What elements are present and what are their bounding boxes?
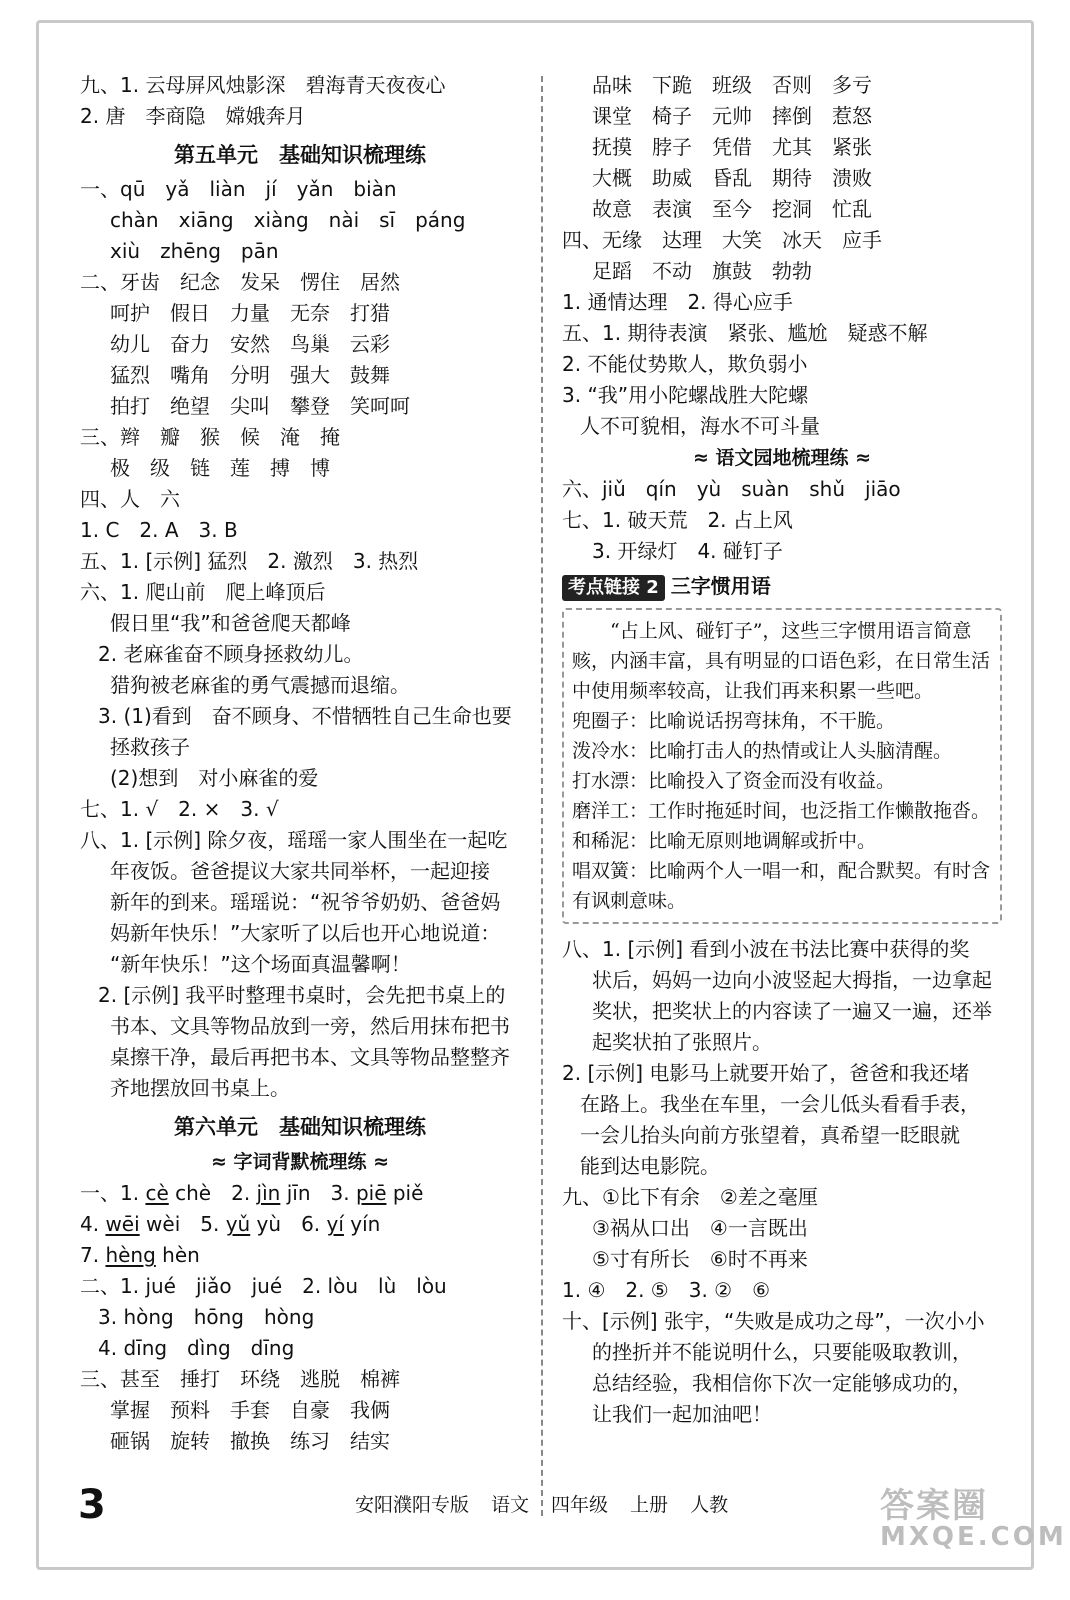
pinyin-line	[80, 1178, 520, 1209]
watermark-url: MXQE.COM	[880, 1522, 1067, 1552]
idiom-entry: 兜圈子：比喻说话拐弯抹角，不干脆。	[572, 710, 896, 732]
right-tail-line: 让我们一起加油吧！	[592, 1402, 772, 1426]
right-column	[562, 70, 1002, 1430]
footer-item: 上册	[630, 1494, 669, 1516]
pinyin-line	[80, 1209, 520, 1240]
right-tail-line: 一会儿抬头向前方张望着，真希望一眨眼就	[580, 1123, 960, 1147]
right-main	[562, 70, 1002, 567]
right-line: 抚摸 脖子 凭借 尤其 紧张	[592, 135, 872, 159]
footer-item: 语文	[491, 1494, 530, 1516]
idiom-entry: “占上风、碰钉子”，这些三字惯用语言简意赅，内涵丰富，具有明显的口语色彩，在日常生活中使用频率较高，让我们再来积累一些吧。	[572, 620, 991, 702]
right-tail-line: 九、①比下有余 ②差之毫厘	[562, 1185, 818, 1209]
idiom-entry: 泼冷水：比喻打击人的热情或让人头脑清醒。	[572, 740, 953, 762]
right-line: 大概 助威 昏乱 期待 溃败	[592, 166, 872, 190]
pinyin-text: 一、1.	[80, 1181, 146, 1205]
left-line: 猎狗被老麻雀的勇气震撼而退缩。	[110, 673, 410, 697]
right-tail-line: 起奖状拍了张照片。	[592, 1030, 772, 1054]
left-column	[80, 70, 520, 1457]
left-tail-line: 4. dīng dìng dīng	[98, 1336, 295, 1360]
right-tail-line: 能到达电影院。	[580, 1154, 720, 1178]
right-tail-line: 总结经验，我相信你下次一定能够成功的，	[592, 1371, 972, 1395]
left-line: 妈新年快乐！”大家听了以后也开心地说道：	[110, 921, 501, 945]
left-line: 齐地摆放回书桌上。	[110, 1076, 290, 1100]
idiom-entry: 唱双簧：比喻两个人一唱一和，配合默契。有时含有讽刺意味。	[572, 860, 991, 912]
left-line: 2. [示例] 我平时整理书桌时，会先把书桌上的	[98, 983, 506, 1007]
right-tail-line: 十、[示例] 张宇，“失败是成功之母”，一次小小	[562, 1309, 985, 1333]
right-tail-line: ③祸从口出 ④一言既出	[592, 1216, 808, 1240]
right-tail-line: 八、1. [示例] 看到小波在书法比赛中获得的奖	[562, 937, 970, 961]
pinyin-text: yín	[343, 1212, 381, 1236]
left-line: 第五单元 基础知识梳理练	[174, 143, 426, 167]
left-line: 呵护 假日 力量 无奈 打猎	[110, 301, 390, 325]
pinyin-text: piě	[386, 1181, 424, 1205]
idiom-entry: 磨洋工：工作时拖延时间，也泛指工作懒散拖沓。	[572, 800, 991, 822]
right-line: 七、1. 破天荒 2. 占上风	[562, 508, 793, 532]
left-line: 拍打 绝望 尖叫 攀登 笑呵呵	[110, 394, 410, 418]
pinyin-line	[80, 1240, 520, 1271]
right-line: 六、jiǔ qín yù suàn shǔ jiāo	[562, 477, 901, 501]
left-line: 1. C 2. A 3. B	[80, 518, 238, 542]
kaodian-badge-row	[562, 571, 1002, 602]
right-line: 四、无缘 达理 大笑 冰天 应手	[562, 228, 882, 252]
page-number: 3	[78, 1482, 106, 1528]
left-line: 第六单元 基础知识梳理练	[174, 1115, 426, 1139]
left-line: “新年快乐！”这个场面真温馨啊！	[110, 952, 411, 976]
right-tail-line: 在路上。我坐在车里，一会儿低头看看手表，	[580, 1092, 980, 1116]
right-line: 人不可貌相，海水不可斗量	[580, 414, 820, 438]
left-line: chàn xiāng xiàng nài sī páng	[110, 208, 466, 232]
footer-item: 安阳濮阳专版	[355, 1494, 470, 1516]
underlined-pinyin: hèng	[105, 1243, 156, 1267]
footer-item: 人教	[690, 1494, 729, 1516]
left-tail-line: 掌握 预料 手套 自豪 我俩	[110, 1398, 390, 1422]
left-line: 三、辫 瓣 猴 候 淹 掩	[80, 425, 340, 449]
right-line: 品味 下跪 班级 否则 多亏	[592, 73, 872, 97]
left-line: 二、牙齿 纪念 发呆 愣住 居然	[80, 270, 400, 294]
pinyin-text: wèi 5.	[139, 1212, 226, 1236]
left-line: 八、1. [示例] 除夕夜，瑶瑶一家人围坐在一起吃	[80, 828, 508, 852]
left-line: 猛烈 嘴角 分明 强大 鼓舞	[110, 363, 390, 387]
right-tail-line: 奖状，把奖状上的内容读了一遍又一遍，还举	[592, 999, 992, 1023]
right-line: ≈ 语文园地梳理练 ≈	[692, 447, 872, 469]
left-line: 假日里“我”和爸爸爬天都峰	[110, 611, 351, 635]
right-tail-line: 2. [示例] 电影马上就要开始了，爸爸和我还堵	[562, 1061, 970, 1085]
left-line: (2)想到 对小麻雀的爱	[110, 766, 319, 790]
left-line: 七、1. √ 2. × 3. √	[80, 797, 279, 821]
underlined-pinyin: cè	[145, 1181, 169, 1205]
idiom-entry: 打水漂：比喻投入了资金而没有收益。	[572, 770, 896, 792]
right-tail-line: 1. ④ 2. ⑤ 3. ② ⑥	[562, 1278, 771, 1302]
left-line: 新年的到来。瑶瑶说：“祝爷爷奶奶、爸爸妈	[110, 890, 501, 914]
right-line: 3. “我”用小陀螺战胜大陀螺	[562, 383, 809, 407]
left-line: 一、qū yǎ liàn jí yǎn biàn	[80, 177, 397, 201]
left-tail	[80, 1271, 520, 1457]
left-line: 极 级 链 莲 搏 博	[110, 456, 330, 480]
right-line: 2. 不能仗势欺人，欺负弱小	[562, 352, 808, 376]
right-line: 课堂 椅子 元帅 摔倒 惹怒	[592, 104, 872, 128]
pinyin-text: chè 2.	[168, 1181, 257, 1205]
pinyin-text: yù 6.	[250, 1212, 327, 1236]
right-tail-line: 的挫折并不能说明什么，只要能吸取教训，	[592, 1340, 972, 1364]
left-line: 六、1. 爬山前 爬上峰顶后	[80, 580, 326, 604]
left-line: 幼儿 奋力 安然 鸟巢 云彩	[110, 332, 390, 356]
right-line: 足蹈 不动 旗鼓 勃勃	[592, 259, 812, 283]
left-tail-line: 3. hòng hōng hòng	[98, 1305, 315, 1329]
right-line: 1. 通情达理 2. 得心应手	[562, 290, 793, 314]
underlined-pinyin: piē	[355, 1181, 387, 1205]
right-tail-line: 状后，妈妈一边向小波竖起大拇指，一边拿起	[592, 968, 992, 992]
left-tail-line: 砸锅 旋转 撤换 练习 结实	[110, 1429, 390, 1453]
right-line: 故意 表演 至今 挖洞 忙乱	[592, 197, 872, 221]
column-divider	[541, 76, 543, 1516]
left-line: 九、1. 云母屏风烛影深 碧海青天夜夜心	[80, 73, 446, 97]
left-line: 2. 老麻雀奋不顾身拯救幼儿。	[98, 642, 364, 666]
right-tail	[562, 934, 1002, 1430]
kaodian-badge: 考点链接 2	[562, 575, 665, 601]
right-line: 五、1. 期待表演 紧张、尴尬 疑惑不解	[562, 321, 928, 345]
underlined-pinyin: jìn	[256, 1181, 281, 1205]
watermark-logo: 答案圈	[880, 1486, 988, 1526]
footer-item: 四年级	[551, 1494, 609, 1516]
pinyin-text: 7.	[80, 1243, 106, 1267]
left-line: 五、1. [示例] 猛烈 2. 激烈 3. 热烈	[80, 549, 419, 573]
left-line: 桌擦干净，最后再把书本、文具等物品整整齐	[110, 1045, 510, 1069]
pinyin-text: jīn 3.	[280, 1181, 356, 1205]
pinyin-text: hèn	[155, 1243, 200, 1267]
left-line: 书本、文具等物品放到一旁，然后用抹布把书	[110, 1014, 510, 1038]
left-line: 2. 唐 李商隐 嫦娥奔月	[80, 104, 306, 128]
idiom-entry: 和稀泥：比喻无原则地调解或折中。	[572, 830, 877, 852]
left-line: 拯救孩子	[110, 735, 190, 759]
right-tail-line: ⑤寸有所长 ⑥时不再来	[592, 1247, 808, 1271]
left-tail-line: 二、1. jué jiǎo jué 2. lòu lù lòu	[80, 1274, 447, 1298]
right-line: 3. 开绿灯 4. 碰钉子	[592, 539, 783, 563]
left-line: 年夜饭。爸爸提议大家共同举杯，一起迎接	[110, 859, 490, 883]
left-line: xiù zhēng pān	[110, 239, 279, 263]
idiom-box	[562, 608, 1002, 924]
kaodian-title: 三字惯用语	[670, 574, 771, 598]
left-line: 3. (1)看到 奋不顾身、不惜牺牲自己生命也要	[98, 704, 512, 728]
left-line: 四、人 六	[80, 487, 180, 511]
underlined-pinyin: yǔ	[225, 1212, 251, 1236]
left-pinyin-lines	[80, 1178, 520, 1271]
left-main	[80, 70, 520, 1178]
underlined-pinyin: wēi	[105, 1212, 140, 1236]
footer-info	[355, 1490, 750, 1517]
pinyin-text: 4.	[80, 1212, 106, 1236]
underlined-pinyin: yí	[326, 1212, 344, 1236]
left-tail-line: 三、甚至 捶打 环绕 逃脱 棉裤	[80, 1367, 400, 1391]
left-line: ≈ 字词背默梳理练 ≈	[210, 1151, 390, 1173]
